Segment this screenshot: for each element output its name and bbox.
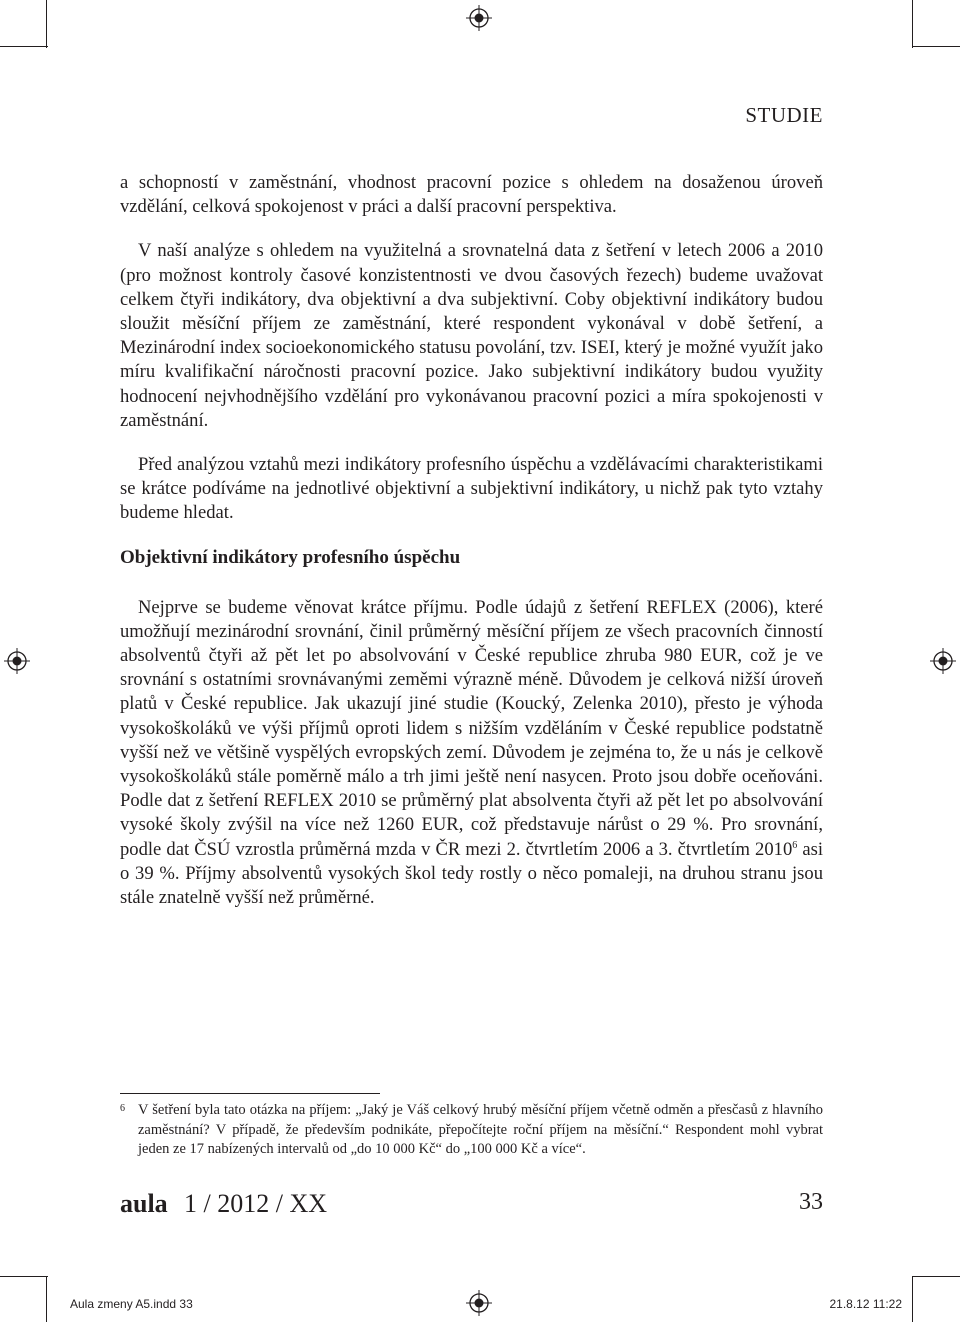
crop-mark-bottom-left xyxy=(46,1276,47,1322)
paragraph-text: Nejprve se budeme věnovat krátce příjmu. Podle údajů z šetření REFLEX (2006), které umožňují mezinárodní srovnání, činil průměrný měsíční příjem ze všech pracovních činností absolventů čtyři až pět let po absolvování v České republice zhruba 980 EUR, což je ve srovnání s ostatními srovnávanými zeměmi výrazně méně. Důvodem je celková nižší úroveň platů v České republice. Jak ukazují jiné studie (Koucký, Zelenka 2010), přesto je výhoda vysokoškoláků ve výši příjmů oproti lidem s nižším vzděláním v České republice podstatně vyšší než ve většině vyspělých evropských zemí. Důvodem je zejména to, že u nás je celkově vysokoškoláků stále poměrně málo a trh jimi ještě není nasycen. Proto jsou dobře oceňováni. Podle dat z šetření REFLEX 2010 se průměrný plat absolventa čtyři až pět let po absolvování vysoké školy zvýšil na více než 1260 EUR, což představuje nárůst o 29 %. Pro srovnání, podle dat ČSÚ vzrostla průměrná mzda v ČR mezi 2. čtvrtletím 2006 a 3. čtvrtletím 2010 xyxy=(120,596,823,860)
footnote-number: 6 xyxy=(120,1103,125,1114)
footnote-text: V šetření byla tato otázka na příjem: „Jaký je Váš celkový hrubý měsíční příjem včetně odměn a přesčasů z hlavního zaměstnání? V případě, že především podnikáte, přepočítejte roční příjem na měsíční.“ Respondent mohl vybrat jeden ze 17 nabízených intervalů od „do 10 000 Kč“ do „100 000 Kč a více“. xyxy=(138,1102,823,1157)
registration-mark-icon xyxy=(930,648,956,674)
registration-mark-icon xyxy=(466,1290,492,1316)
slug-date-time: 21.8.12 11:22 xyxy=(829,1297,902,1311)
crop-mark-bottom-left-h xyxy=(0,1276,48,1277)
section-heading: Objektivní indikátory profesního úspěchu xyxy=(120,546,461,568)
crop-mark-bottom-right xyxy=(912,1276,913,1322)
page-number: 33 xyxy=(799,1189,823,1215)
registration-mark-icon xyxy=(466,5,492,31)
paragraph-gap xyxy=(120,526,823,546)
article-body xyxy=(120,171,823,910)
paragraph-text: asi o 39 %. Příjmy absolventů vysokých škol tedy rostly o něco pomaleji, na druhou stranu jsou stále znatelně vyšší než průměrné. xyxy=(120,838,823,909)
paragraph xyxy=(120,596,823,911)
crop-mark-top-right xyxy=(912,0,913,48)
crop-mark-top-right-h xyxy=(912,46,960,47)
paragraph-gap xyxy=(120,219,823,239)
footnote-reference[interactable]: 6 xyxy=(792,839,798,851)
journal-name: aula xyxy=(120,1189,168,1218)
section-label: STUDIE xyxy=(745,103,823,127)
issue-info: 1 / 2012 / XX xyxy=(184,1189,327,1218)
crop-mark-top-left xyxy=(46,0,47,48)
paragraph: a schopností v zaměstnání, vhodnost pracovní pozice s ohledem na dosaženou úroveň vzdělání, celková spokojenost v práci a další pracovní perspektiva. xyxy=(120,172,823,218)
crop-mark-top-left-h xyxy=(0,46,48,47)
crop-mark-bottom-right-h xyxy=(912,1276,960,1277)
footnote-divider xyxy=(120,1093,380,1094)
slug-file: Aula zmeny A5.indd 33 xyxy=(70,1297,193,1311)
page-footer xyxy=(120,1189,823,1223)
paragraph-gap xyxy=(120,433,823,453)
registration-mark-icon xyxy=(4,648,30,674)
footnote xyxy=(120,1101,823,1160)
heading-gap xyxy=(120,570,823,596)
paragraph: V naší analýze s ohledem na využitelná a srovnatelná data z šetření v letech 2006 a 2010 (pro možnost kontroly časové konzistentnosti ve dvou časových řezech) budeme uvažovat celkem čtyři indikátory, dva objektivní a dva subjektivní. Coby objektivní indikátory budou sloužit měsíční příjem ze zaměstnání, které respondent vykonával v době šetření, a Mezinárodní index socioekonomického statusu povolání, tzv. ISEI, který je možné využít jako míru kvalifikační náročnosti pracovní pozice. Jako subjektivní indikátory budou využity hodnocení nejvhodnějšího vzdělání pro vykonávanou pracovní pozici a míra spokojenosti v zaměstnání. xyxy=(120,240,823,431)
paragraph: Před analýzou vztahů mezi indikátory profesního úspěchu a vzdělávacími charakteristikami se krátce podíváme na jednotlivé objektivní a subjektivní indikátory, u nichž pak tyto vztahy budeme hledat. xyxy=(120,454,823,524)
